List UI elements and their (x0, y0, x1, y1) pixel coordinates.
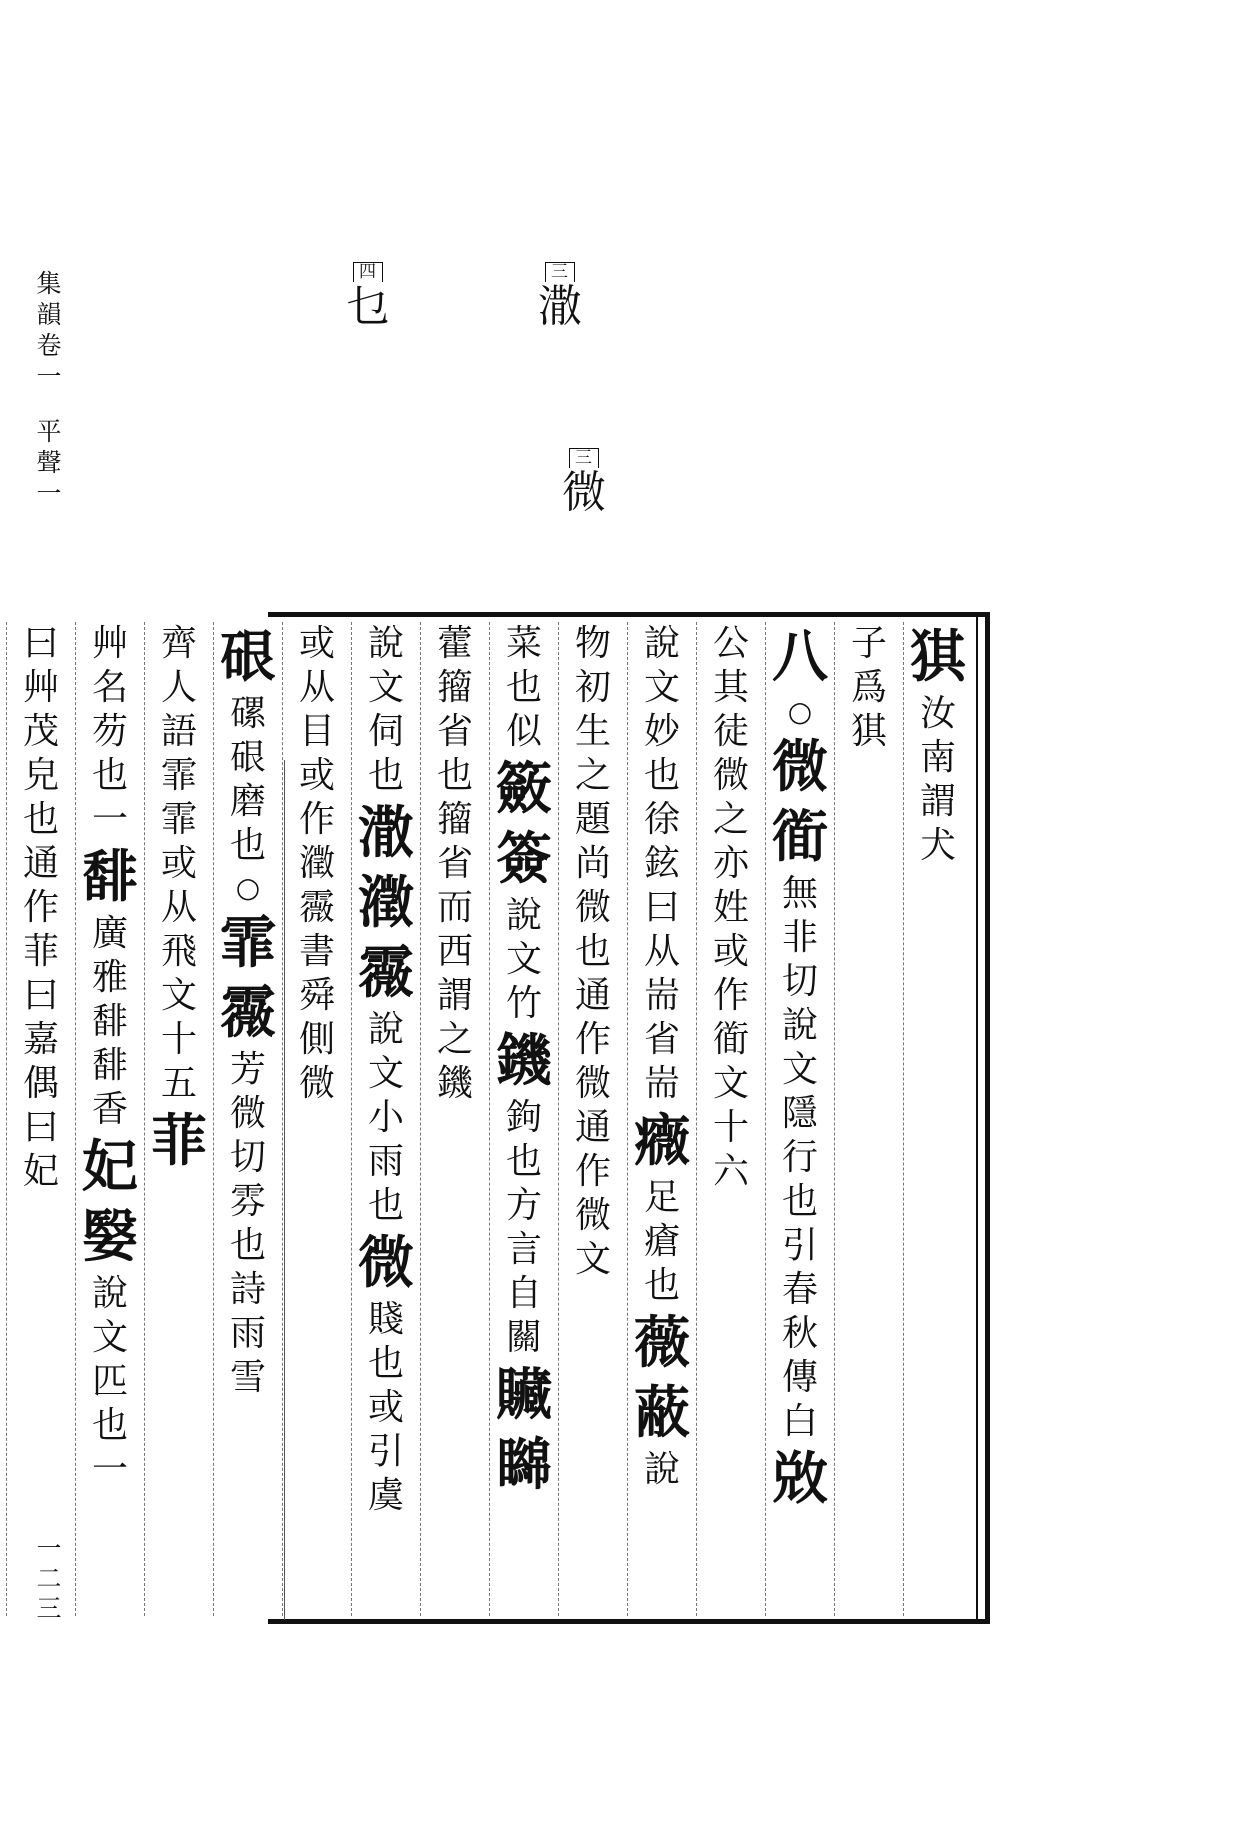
gloss-char: 雅 (91, 957, 128, 998)
gloss-char: 或 (298, 755, 335, 796)
gloss-char: 妙 (643, 711, 680, 752)
frame-bottom-rule (268, 1619, 990, 1624)
note-character: 潵 (538, 281, 582, 332)
running-header-char: 集 (36, 269, 62, 298)
frame-right-rule (985, 612, 990, 1624)
gloss-char: 詩 (229, 1269, 266, 1310)
gloss-char: 伺 (367, 711, 404, 752)
note-number: 三 (545, 262, 575, 282)
gloss-char: 白 (781, 1401, 818, 1442)
gloss-char: 菲 (22, 931, 59, 972)
gloss-char: 之 (712, 799, 749, 840)
gloss-char: 雨 (367, 1141, 404, 1182)
gloss-char: 雰 (229, 1181, 266, 1222)
gloss-char: 文 (91, 1317, 128, 1358)
frame-inner-right-rule (976, 612, 978, 1624)
text-columns (22, 622, 972, 1616)
page-number-char: 三 (36, 1594, 62, 1623)
gloss-char: 匹 (91, 1361, 128, 1402)
headword-char (0, 1264, 6, 1334)
gloss-char: 微 (229, 1093, 266, 1134)
gloss-char: 省 (643, 1019, 680, 1060)
text-column (421, 622, 490, 1616)
headword-char: 鐖 (496, 1028, 552, 1094)
gloss-char: 也 (781, 1181, 818, 1222)
gloss-char: 文 (160, 975, 197, 1016)
gloss-char (0, 956, 6, 1000)
gloss-char: 尚 (574, 843, 611, 884)
headword-char: 馡 (82, 844, 138, 910)
gloss-char: 物 (574, 623, 611, 664)
text-column (0, 622, 7, 1616)
gloss-char: 汝 (919, 693, 956, 734)
gloss-char: 舜 (298, 975, 335, 1016)
gloss-char: 人 (160, 667, 197, 708)
gloss-char: 微 (298, 1063, 335, 1104)
gloss-char: 書 (298, 931, 335, 972)
gloss-char: 作 (712, 975, 749, 1016)
gloss-char: 耑 (643, 1063, 680, 1104)
gloss-char: 文 (712, 1063, 749, 1104)
gloss-char: 說 (505, 895, 542, 936)
headword-char: 硍 (220, 624, 276, 690)
headword-char: 籢 (496, 756, 552, 822)
gloss-char: 妃 (22, 1151, 59, 1192)
headword-char: 霺 (220, 980, 276, 1046)
running-header-char: 平 (36, 417, 62, 446)
gloss-char: 省 (436, 711, 473, 752)
entry-separator: ○ (235, 871, 261, 904)
gloss-char: 側 (298, 1019, 335, 1060)
gloss-char: 竹 (505, 983, 542, 1024)
gloss-char: 秋 (781, 1313, 818, 1354)
gloss-char (0, 1334, 6, 1378)
gloss-char: 切 (229, 1137, 266, 1178)
headword-char: 瀓 (358, 870, 414, 936)
gloss-char: 茂 (22, 711, 59, 752)
gloss-char: 亦 (712, 843, 749, 884)
gloss-char: 語 (160, 711, 197, 752)
text-column (835, 622, 904, 1616)
gloss-char: 之 (436, 1019, 473, 1060)
gloss-char (0, 1220, 6, 1264)
headword-char: 妃 (82, 1134, 138, 1200)
gloss-char: 子 (850, 623, 887, 664)
headword-char: 薇 (634, 1310, 690, 1376)
headword-char: 敚 (772, 1446, 828, 1512)
note-character: 乜 (346, 281, 390, 332)
gloss-char: 西 (436, 931, 473, 972)
collation-note-2 (552, 448, 616, 518)
headword-char: 霏 (220, 910, 276, 976)
headword-char: 猉 (910, 624, 966, 690)
gloss-char (0, 1132, 6, 1176)
gloss-char (0, 622, 6, 666)
gloss-char: 名 (91, 667, 128, 708)
gloss-char: 關 (505, 1317, 542, 1358)
gloss-char: 磥 (229, 693, 266, 734)
gloss-char: 傳 (781, 1357, 818, 1398)
fold-edge (268, 760, 285, 1620)
headword-char: 簽 (496, 826, 552, 892)
gloss-char (0, 1088, 6, 1132)
collation-note-3 (336, 262, 400, 332)
gloss-char: 初 (574, 667, 611, 708)
gloss-char: 也 (229, 1225, 266, 1266)
gloss-char: 公 (712, 623, 749, 664)
gloss-char: 馡 (91, 1045, 128, 1086)
gloss-char: 文 (367, 1053, 404, 1094)
gloss-char: 或 (160, 843, 197, 884)
gloss-char: 作 (298, 799, 335, 840)
gloss-char: 作 (574, 1151, 611, 1192)
running-header-gap (34, 392, 64, 416)
gloss-char: 也 (505, 667, 542, 708)
gloss-char: 言 (505, 1229, 542, 1270)
text-column (766, 622, 835, 1616)
gloss-char: 曰 (22, 623, 59, 664)
text-column (7, 622, 76, 1616)
entry-separator: ○ (787, 695, 813, 728)
headword-char: 潵 (358, 800, 414, 866)
headword-char: 菲 (151, 1108, 207, 1174)
headword-char: 蔽 (634, 1380, 690, 1446)
note-number: 四 (353, 262, 383, 282)
gloss-char: 虞 (367, 1475, 404, 1516)
gloss-char: 文 (505, 939, 542, 980)
gloss-char (0, 1422, 6, 1466)
gloss-char: 芳 (229, 1049, 266, 1090)
gloss-char: 瀓 (298, 843, 335, 884)
text-column (145, 622, 214, 1616)
gloss-char: 或 (298, 623, 335, 664)
gloss-char: 說 (91, 1273, 128, 1314)
gloss-char: 艸 (91, 623, 128, 664)
gloss-char: 文 (643, 667, 680, 708)
gloss-char: 芴 (91, 711, 128, 752)
gloss-char: 而 (436, 887, 473, 928)
text-column (76, 622, 145, 1616)
gloss-char: 行 (781, 1137, 818, 1178)
gloss-char: 通 (574, 1107, 611, 1148)
gloss-char: 作 (22, 887, 59, 928)
gloss-char: 足 (643, 1177, 680, 1218)
gloss-char: 目 (298, 711, 335, 752)
gloss-char: 雪 (229, 1357, 266, 1398)
gloss-char: 一 (91, 1449, 128, 1490)
running-header-char: 韻 (36, 300, 62, 329)
gloss-char: 皃 (22, 755, 59, 796)
gloss-char: 鐖 (436, 1063, 473, 1104)
gloss-char: 謂 (919, 781, 956, 822)
gloss-char: 香 (91, 1089, 128, 1130)
running-header (34, 268, 64, 509)
gloss-char: 或 (367, 1387, 404, 1428)
gloss-char: 說 (781, 1005, 818, 1046)
gloss-char: 姓 (712, 887, 749, 928)
text-column (352, 622, 421, 1616)
text-column (490, 622, 559, 1616)
collation-note-1 (528, 262, 592, 332)
gloss-char (0, 1176, 6, 1220)
gloss-char: 十 (712, 1107, 749, 1148)
gloss-char: 藿 (436, 623, 473, 664)
gloss-char: 文 (574, 1239, 611, 1280)
headword-char: 八 (772, 624, 828, 690)
gloss-char: 無 (781, 873, 818, 914)
gloss-char: 也 (22, 799, 59, 840)
frame-top-rule (268, 612, 990, 617)
gloss-char (0, 1000, 6, 1044)
gloss-char: 微 (574, 887, 611, 928)
gloss-char: 偶 (22, 1063, 59, 1104)
gloss-char: 也 (505, 1141, 542, 1182)
gloss-char: 文 (781, 1049, 818, 1090)
headword-char: 衜 (772, 804, 828, 870)
gloss-char: 霏 (160, 755, 197, 796)
gloss-char: 瘡 (643, 1221, 680, 1262)
text-frame (22, 612, 990, 1624)
gloss-char: 說 (367, 1009, 404, 1050)
gloss-char: 方 (505, 1185, 542, 1226)
gloss-char: 或 (712, 931, 749, 972)
gloss-char: 雨 (229, 1313, 266, 1354)
text-column (904, 622, 972, 1616)
gloss-char: 似 (505, 711, 542, 752)
gloss-char: 春 (781, 1269, 818, 1310)
note-number: 三 (569, 448, 599, 468)
gloss-char: 說 (643, 623, 680, 664)
gloss-char (0, 868, 6, 912)
page-number-char: 一 (36, 1534, 62, 1563)
gloss-char (0, 666, 6, 710)
gloss-char: 作 (574, 1019, 611, 1060)
page-number-char: 二 (36, 1564, 62, 1593)
gloss-char: 生 (574, 711, 611, 752)
gloss-char: 廣 (91, 913, 128, 954)
running-header-char: 一 (36, 362, 62, 391)
gloss-char: 菜 (505, 623, 542, 664)
gloss-char: 南 (919, 737, 956, 778)
gloss-char: 曰 (22, 1107, 59, 1148)
gloss-char: 也 (436, 755, 473, 796)
headword-char: 嫛 (82, 1204, 138, 1270)
gloss-char: 犬 (919, 825, 956, 866)
gloss-char: 其 (712, 667, 749, 708)
gloss-char: 从 (643, 931, 680, 972)
gloss-char: 非 (781, 917, 818, 958)
gloss-char: 微 (574, 1063, 611, 1104)
gloss-char: 之 (574, 755, 611, 796)
text-column (628, 622, 697, 1616)
gloss-char: 也 (643, 755, 680, 796)
gloss-char: 也 (574, 931, 611, 972)
gloss-char: 微 (574, 1195, 611, 1236)
gloss-char: 衜 (712, 1019, 749, 1060)
gloss-char (0, 1044, 6, 1088)
gloss-char: 小 (367, 1097, 404, 1138)
gloss-char: 通 (574, 975, 611, 1016)
gloss-char (0, 824, 6, 868)
gloss-char: 曰 (22, 975, 59, 1016)
text-column (283, 622, 352, 1616)
gloss-char: 題 (574, 799, 611, 840)
gloss-char: 曰 (643, 887, 680, 928)
gloss-char: 引 (367, 1431, 404, 1472)
gloss-char: 也 (91, 1405, 128, 1446)
gloss-char: 也 (367, 755, 404, 796)
headword-char: 矊 (496, 1432, 552, 1498)
gloss-char: 說 (643, 1449, 680, 1490)
gloss-char: 也 (367, 1343, 404, 1384)
gloss-char: 十 (160, 1019, 197, 1060)
gloss-char: 霏 (160, 799, 197, 840)
gloss-char: 霺 (298, 887, 335, 928)
gloss-char: 磨 (229, 781, 266, 822)
running-header-char: 聲 (36, 448, 62, 477)
gloss-char: 从 (160, 887, 197, 928)
gloss-char: 六 (712, 1151, 749, 1192)
gloss-char: 通 (22, 843, 59, 884)
gloss-char: 賤 (367, 1299, 404, 1340)
gloss-char (0, 912, 6, 956)
gloss-char: 隱 (781, 1093, 818, 1134)
headword-char: 微 (358, 1230, 414, 1296)
gloss-char: 飛 (160, 931, 197, 972)
gloss-char: 徒 (712, 711, 749, 752)
gloss-char: 艸 (22, 667, 59, 708)
headword-char: 霺 (358, 940, 414, 1006)
headword-char: 癓 (634, 1108, 690, 1174)
gloss-char: 切 (781, 961, 818, 1002)
gloss-char: 五 (160, 1063, 197, 1104)
gloss-char (0, 1378, 6, 1422)
gloss-char: 齊 (160, 623, 197, 664)
gloss-char: 猉 (850, 711, 887, 752)
gloss-char: 文 (367, 667, 404, 708)
gloss-char: 謂 (436, 975, 473, 1016)
gloss-char: 嘉 (22, 1019, 59, 1060)
headword-char: 微 (772, 734, 828, 800)
running-header-char: 一 (36, 479, 62, 508)
gloss-char: 鉉 (643, 843, 680, 884)
gloss-char: 引 (781, 1225, 818, 1266)
gloss-char: 也 (91, 755, 128, 796)
gloss-char: 也 (643, 1265, 680, 1306)
gloss-char: 硍 (229, 737, 266, 778)
text-column (697, 622, 766, 1616)
gloss-char: 說 (367, 623, 404, 664)
gloss-char: 从 (298, 667, 335, 708)
running-header-char: 卷 (36, 331, 62, 360)
headword-char (0, 710, 6, 780)
gloss-char: 籀 (436, 799, 473, 840)
gloss-char: 爲 (850, 667, 887, 708)
gloss-char: 也 (367, 1185, 404, 1226)
gloss-char: 微 (712, 755, 749, 796)
gloss-char: 鉤 (505, 1097, 542, 1138)
gloss-char (0, 780, 6, 824)
headword-char: 贜 (496, 1362, 552, 1428)
gloss-char: 耑 (643, 975, 680, 1016)
gloss-char: 也 (229, 825, 266, 866)
text-column (559, 622, 628, 1616)
gloss-char: 省 (436, 843, 473, 884)
gloss-char: 徐 (643, 799, 680, 840)
note-character: 微 (562, 467, 606, 518)
gloss-char: 馡 (91, 1001, 128, 1042)
gloss-char: 自 (505, 1273, 542, 1314)
gloss-char: 一 (91, 799, 128, 840)
gloss-char: 籀 (436, 667, 473, 708)
